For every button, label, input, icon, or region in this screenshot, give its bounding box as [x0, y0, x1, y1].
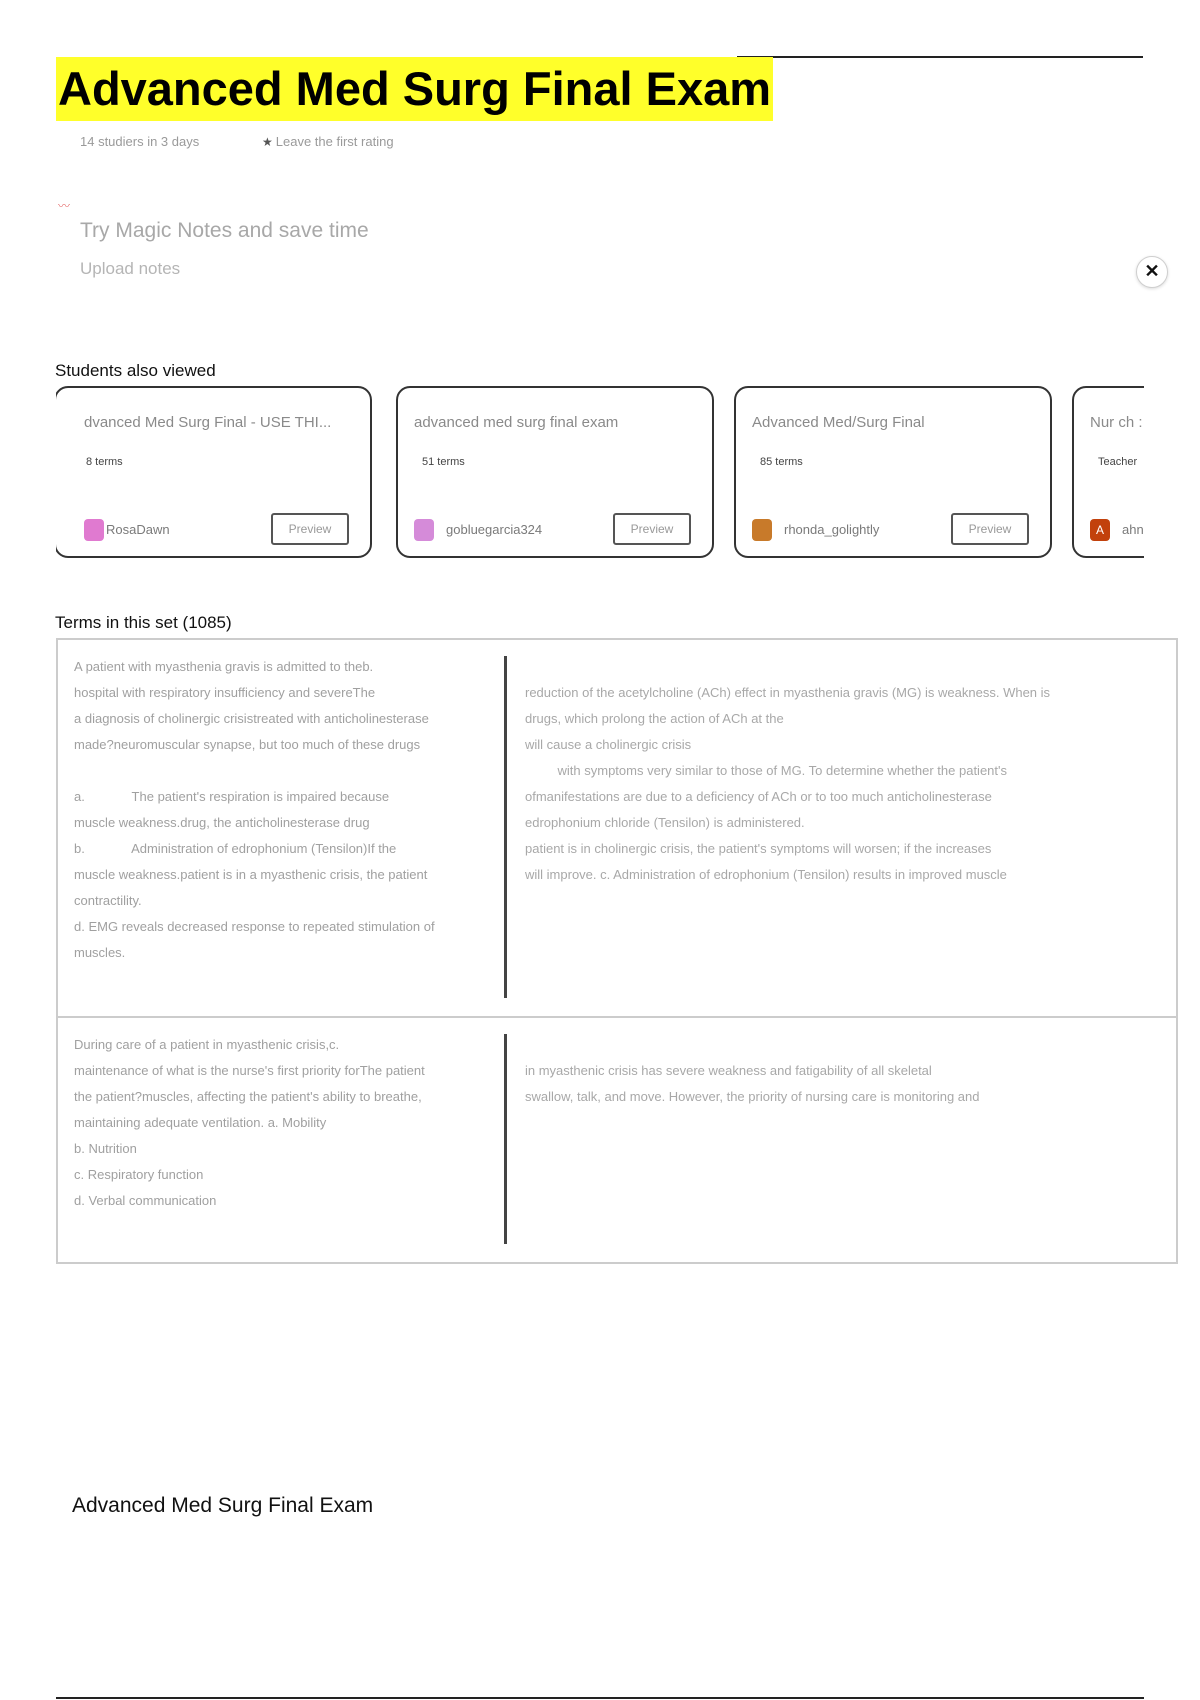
term-question	[74, 1032, 484, 1214]
preview-button[interactable]: Preview	[613, 513, 691, 545]
term-answer-line: in myasthenic crisis has severe weakness and fatigability of all skeletal	[525, 1063, 932, 1078]
avatar	[84, 519, 104, 541]
card-term-count: 51 terms	[422, 456, 465, 468]
term-divider	[504, 1034, 507, 1244]
top-rule	[737, 56, 1143, 58]
term-question-line: the patient?muscles, affecting the patient's ability to breathe,	[74, 1089, 422, 1104]
term-question-line: muscle weakness.patient is in a myasthenic crisis, the patient	[74, 867, 428, 882]
term-card	[58, 640, 1176, 1018]
students-also-viewed-heading: Students also viewed	[55, 361, 216, 380]
footer-title: Advanced Med Surg Final Exam	[72, 1494, 374, 1517]
term-answer-line: ofmanifestations are due to a deficiency of ACh or to too much anticholinesterase	[525, 789, 992, 804]
upload-notes-link[interactable]: Upload notes	[80, 259, 181, 278]
card-author: ahn	[1122, 522, 1144, 537]
term-question	[74, 654, 484, 966]
close-icon: ✕	[1144, 261, 1160, 281]
rating-label: Leave the first rating	[275, 134, 394, 149]
term-question-line: During care of a patient in myasthenic crisis,c.	[74, 1037, 340, 1052]
term-question-line: b. Nutrition	[74, 1141, 137, 1156]
study-set-card[interactable]	[1072, 386, 1144, 558]
students-also-viewed-carousel	[56, 384, 1144, 564]
bottom-rule	[56, 1697, 1144, 1699]
term-answer-line: will improve. c. Administration of edrophonium (Tensilon) results in improved muscle	[525, 867, 1007, 882]
star-icon: ★	[262, 135, 273, 149]
card-title: Advanced Med/Surg Final	[752, 414, 925, 431]
card-title: advanced med surg final exam	[414, 414, 619, 431]
term-question-line: maintaining adequate ventilation. a. Mobility	[74, 1115, 327, 1130]
study-set-card[interactable]	[396, 386, 714, 558]
card-term-count: 85 terms	[760, 456, 803, 468]
term-answer-line: swallow, talk, and move. However, the priority of nursing care is monitoring and	[525, 1089, 980, 1104]
term-question-line: made?neuromuscular synapse, but too much of these drugs	[74, 737, 421, 752]
term-question-line: hospital with respiratory insufficiency and severeThe	[74, 685, 376, 700]
close-banner-button[interactable]	[1136, 256, 1168, 288]
term-question-line: maintenance of what is the nurse's first priority forThe patient	[74, 1063, 425, 1078]
term-question-line: muscle weakness.drug, the anticholinesterase drug	[74, 815, 370, 830]
page-title: Advanced Med Surg Final Exam	[56, 57, 773, 121]
term-question-line: c. Respiratory function	[74, 1167, 204, 1182]
terms-heading: Terms in this set (1085)	[55, 613, 232, 632]
term-divider	[504, 656, 507, 998]
term-question-line	[74, 758, 484, 784]
term-question-line: a diagnosis of cholinergic crisistreated with anticholinesterase	[74, 711, 429, 726]
terms-list	[56, 638, 1178, 1264]
term-answer-line: reduction of the acetylcholine (ACh) effect in myasthenia gravis (MG) is weakness. When is	[525, 685, 1051, 700]
term-answer	[525, 1058, 1145, 1110]
avatar	[414, 519, 434, 541]
term-question-line: b. Administration of edrophonium (Tensilon)If the	[74, 841, 397, 856]
card-author: RosaDawn	[106, 522, 170, 537]
card-author: rhonda_golightly	[784, 522, 880, 537]
study-set-card[interactable]	[734, 386, 1052, 558]
rating-link[interactable]	[262, 134, 394, 149]
term-answer-line: drugs, which prolong the action of ACh at the	[525, 711, 784, 726]
magic-notes-headline: Try Magic Notes and save time	[80, 219, 369, 242]
term-answer-line: will cause a cholinergic crisis	[525, 737, 692, 752]
preview-button[interactable]: Preview	[271, 513, 349, 545]
card-author: gobluegarcia324	[446, 522, 543, 537]
magic-notes-banner	[56, 195, 1200, 325]
avatar: A	[1090, 519, 1110, 541]
term-question-line: contractility.	[74, 893, 142, 908]
term-question-line: d. Verbal communication	[74, 1193, 217, 1208]
card-term-count: Teacher	[1098, 456, 1138, 468]
term-answer-line: patient is in cholinergic crisis, the patient's symptoms will worsen; if the increases	[525, 841, 992, 856]
preview-button[interactable]: Preview	[951, 513, 1029, 545]
trend-icon: 〰	[58, 199, 71, 213]
term-answer-line: with symptoms very similar to those of MG. To determine whether the patient's	[525, 763, 1007, 778]
term-question-line: a. The patient's respiration is impaired because	[74, 789, 390, 804]
card-term-count: 8 terms	[86, 456, 123, 468]
study-set-card[interactable]	[56, 386, 372, 558]
studiers-count: 14 studiers in 3 days	[80, 134, 200, 149]
term-card	[58, 1018, 1176, 1262]
card-title: Nur ch :	[1090, 414, 1143, 431]
avatar	[752, 519, 772, 541]
term-question-line: d. EMG reveals decreased response to repeated stimulation of muscles.	[74, 919, 439, 960]
card-title: dvanced Med Surg Final - USE THI...	[84, 414, 332, 431]
term-answer	[525, 680, 1145, 888]
term-answer-line: edrophonium chloride (Tensilon) is administered.	[525, 815, 805, 830]
term-question-line: A patient with myasthenia gravis is admitted to theb.	[74, 659, 374, 674]
